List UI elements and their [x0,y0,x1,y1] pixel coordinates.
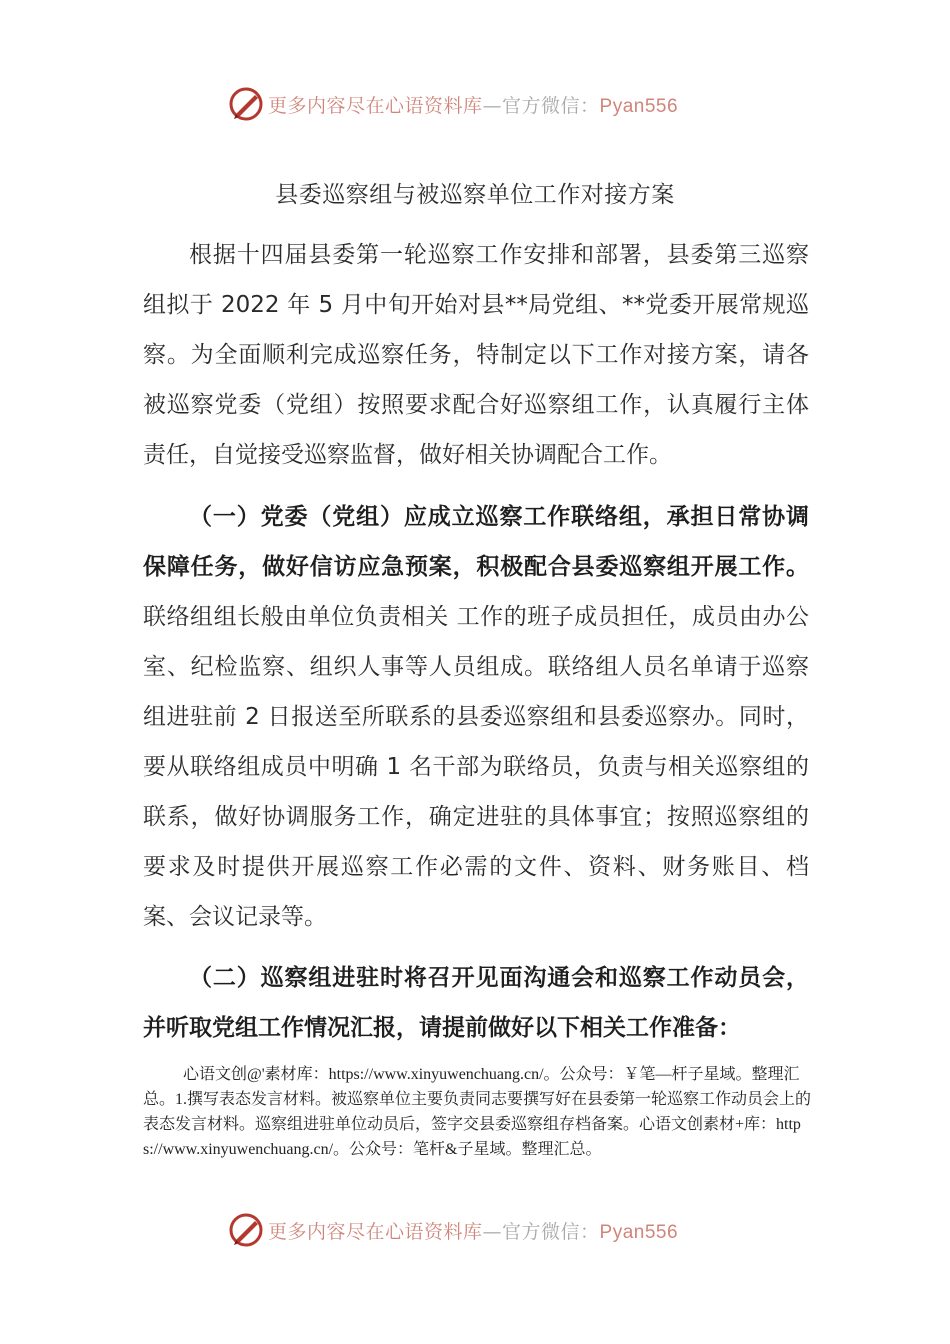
banner-wechat-id: Pyan556 [599,1221,679,1243]
banner-brand: 更多内容尽在心语资料库 [268,94,483,117]
banner-text [268,1217,678,1244]
section-1 [143,492,809,942]
banner-separator: — [482,1220,503,1243]
section-1-text: 联络组组长般由单位负责相关 工作的班子成员担任，成员由办公室、纪检监察、组织人事等人员组成。联络组人员名单请于巡察组进驻前 2 日报送至所联系的县委巡察组和县委巡察办。同时，要从联络组成员中明确 1 名干部为联络员，负责与相关巡察组的联系，做好协调服务工作，确定进驻的具体事宜；按照巡察组的要求及时提供开展巡察工作必需的文件、资料、财务账目、档案、会议记录等。 [143,604,809,930]
intro-paragraph: 根据十四届县委第一轮巡察工作安排和部署，县委第三巡察组拟于 2022 年 5 月中旬开始对县**局党组、**党委开展常规巡察。为全面顺利完成巡察任务，特制定以下工作对接方案，请各被巡察党委（党组）按照要求配合好巡察组工作，认真履行主体责任，自觉接受巡察监督，做好相关协调配合工作。 [143,242,809,468]
section-1-heading: （一）党委（党组）应成立巡察工作联络组，承担日常协调保障任务，做好信访应急预案，积极配合县委巡察组开展工作。 [143,504,809,580]
banner-brand: 更多内容尽在心语资料库 [268,1220,483,1243]
banner-wechat-id: Pyan556 [599,95,679,117]
header-banner [228,84,748,124]
footer-banner [228,1210,748,1250]
pen-logo-icon [228,1212,264,1248]
banner-separator: — [482,94,503,117]
intro-section [143,230,809,480]
banner-official-label: 官方微信： [502,94,600,117]
pen-logo-icon [228,86,264,122]
footnote: 心语文创@'素材库：https://www.xinyuwenchuang.cn/。公众号：￥笔—杆子星域。整理汇总。1.撰写表态发言材料。被巡察单位主要负责同志要撰写好在县委第一轮巡察工作动员会上的表态发言材料。巡察组进驻单位动员后，签字交县委巡察组存档备案。心语文创素材+库：https://www.xinyuwenchuang.cn/。公众号：笔杆&子星域。整理汇总。 [143,1066,812,1158]
banner-official-label: 官方微信： [502,1220,600,1243]
section-2-heading: （二）巡察组进驻时将召开见面沟通会和巡察工作动员会，并听取党组工作情况汇报，请提前做好以下相关工作准备： [143,965,809,1041]
section-2-paragraph [143,953,809,1053]
document-title: 县委巡察组与被巡察单位工作对接方案 [275,182,675,208]
section-2 [143,953,809,1053]
section-1-paragraph [143,492,809,942]
banner-text [268,91,678,118]
